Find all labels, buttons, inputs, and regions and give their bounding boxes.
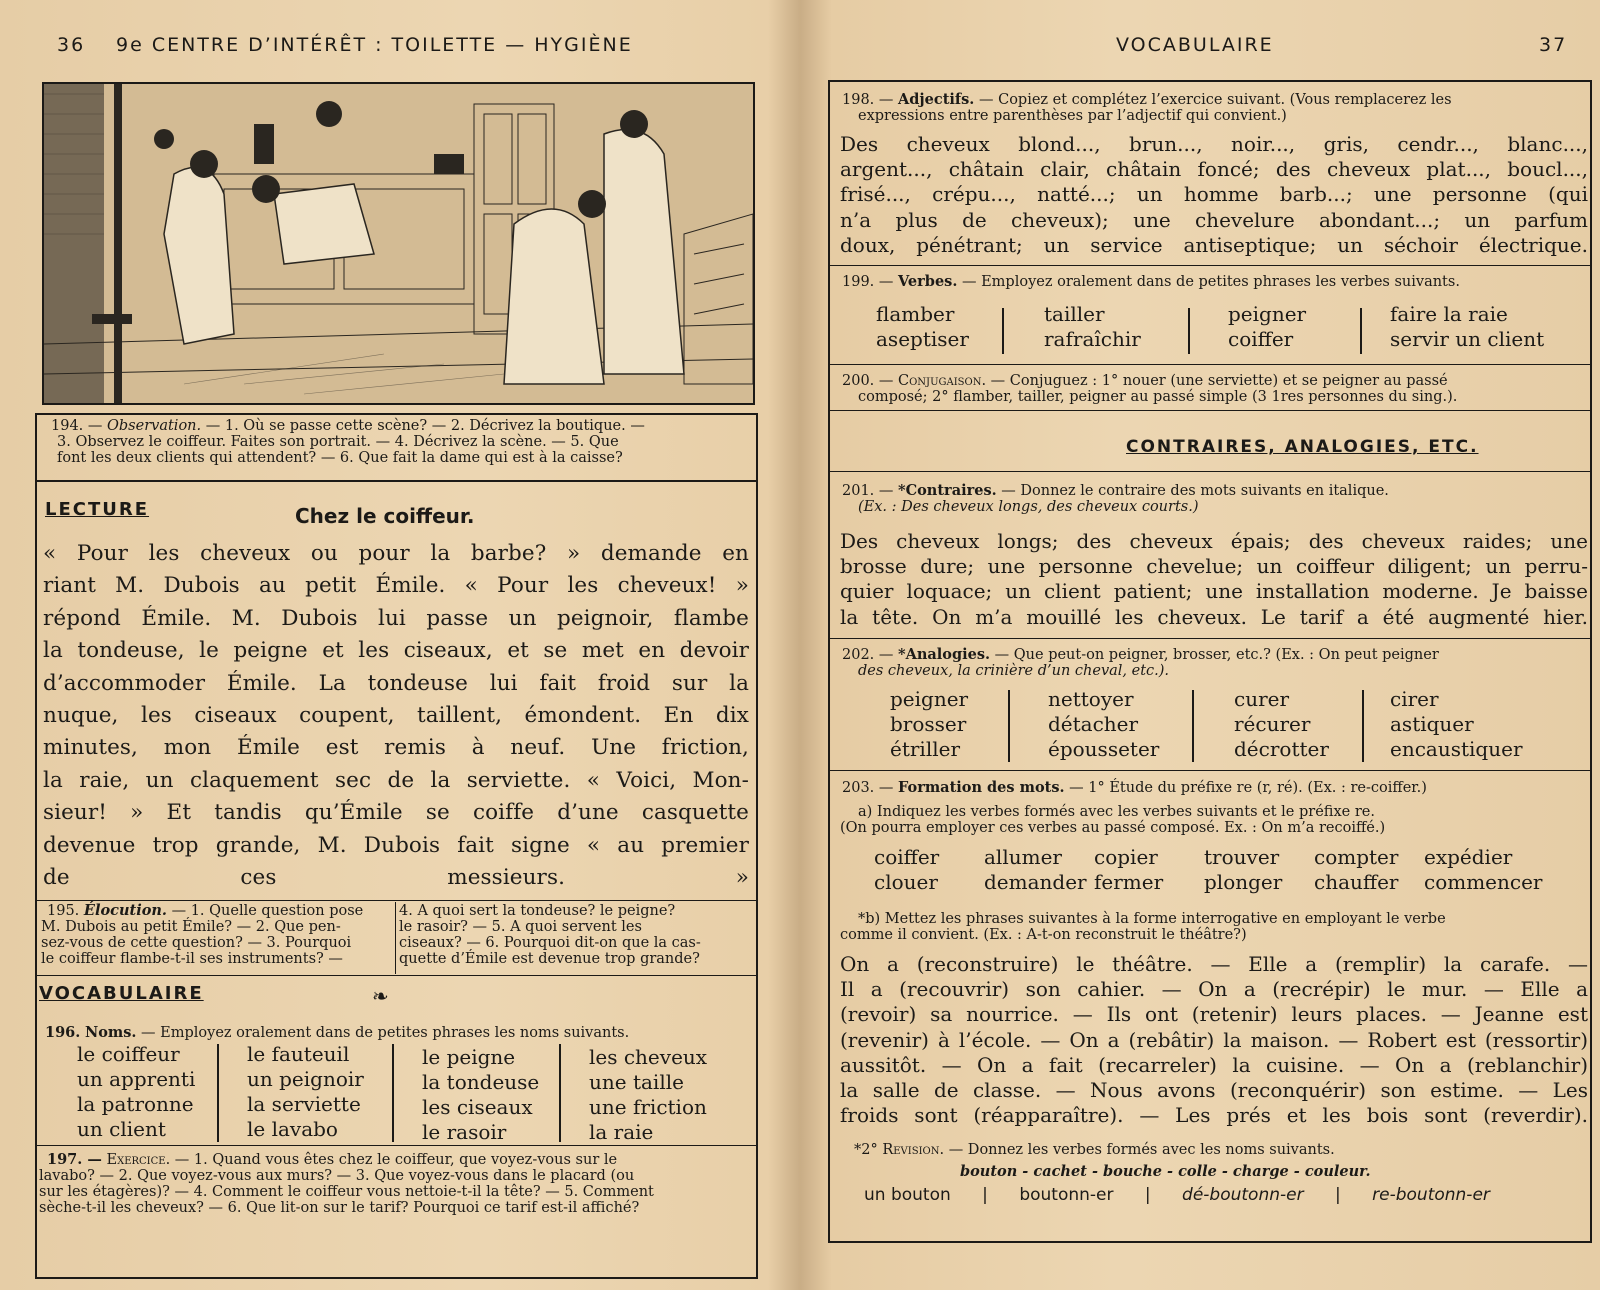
ex202-col-3 [1234, 687, 1329, 762]
ex199-title: Verbes. [898, 273, 958, 290]
text-line: riant M. Dubois au petit Émile. « Pour les cheveux! » [43, 573, 749, 599]
ex201-title: *Contraires. [898, 482, 997, 499]
ex198-title: Adjectifs. [898, 91, 975, 108]
ex196-col-2 [247, 1042, 364, 1142]
list-item: allumer [984, 845, 1062, 869]
list-item: récurer [1234, 712, 1311, 736]
ex202-col-1 [890, 687, 968, 762]
list-item: plonger [1204, 870, 1283, 894]
list-item: astiquer [1390, 712, 1474, 736]
ex203a-line1: a) Indiquez les verbes formés avec les verbes suivants et le préfixe re. [858, 804, 1375, 820]
list-item: une friction [589, 1095, 707, 1119]
section-title: CONTRAIRES, ANALOGIES, ETC. [1126, 437, 1479, 457]
ex195-right-line2: le rasoir? — 5. A quoi servent les [399, 919, 642, 935]
ex195-left-line2: M. Dubois au petit Émile? — 2. Que pen- [41, 919, 341, 935]
ex203b-line1: *b) Mettez les phrases suivantes à la forme interrogative en employant le verbe [858, 911, 1446, 927]
ex203b-line2: comme il convient. (Ex. : A-t-on reconstruit le théâtre?) [840, 927, 1247, 943]
text-line: répond Émile. M. Dubois lui passe un peignoir, flambe [43, 605, 749, 631]
text-line: argent..., châtain clair, châtain foncé; des cheveux plat..., boucl..., [840, 157, 1588, 182]
ex201-text [840, 529, 1588, 630]
text-line: Il a (recouvrir) son cahier. — On a (recrépir) le mur. — Elle a [840, 977, 1588, 1002]
text-line: Des cheveux blond..., brun..., noir..., gris, cendr..., blanc..., [840, 132, 1588, 156]
ex194-title: Observation. [107, 418, 202, 434]
divider [37, 975, 756, 976]
list-item: le coiffeur [77, 1042, 180, 1066]
text-line: nuque, les ciseaux coupent, taillent, émondent. En dix [43, 703, 749, 729]
column-divider [559, 1044, 561, 1142]
text-line: quier loquace; un client patient; une installation moderne. Je baisse [840, 579, 1588, 604]
divider [830, 770, 1590, 771]
divider [37, 900, 756, 901]
list-item: demander [984, 870, 1087, 894]
column-divider [1360, 308, 1362, 354]
list-item: fermer [1094, 870, 1164, 894]
ex196-header: 196. Noms. — Employez oralement dans de petites phrases les noms suivants. [45, 1024, 630, 1041]
list-item: un apprenti [77, 1067, 196, 1091]
ex197-line3: sur les étagères)? — 4. Comment le coiffeur vous nettoie-t-il la tête? — 5. Comment [39, 1184, 654, 1200]
text-line: frisé..., crépu..., natté...; un homme barb...; une personne (qui [840, 182, 1588, 207]
text-line: froids sont (réapparaître). — Les prés et les bois sont (reverdir). [840, 1103, 1588, 1128]
list-item: encaustiquer [1390, 737, 1523, 761]
list-item: clouer [874, 870, 938, 894]
text-line: brosse dure; une personne chevelue; un coiffeur diligent; un perru- [840, 554, 1588, 579]
barbershop-illustration [42, 82, 755, 405]
list-item: coiffer [874, 845, 940, 869]
ex199-col-3 [1228, 302, 1306, 352]
ex194-line2: 3. Observez le coiffeur. Faites son portrait. — 4. Décrivez la scène. — 5. Que [57, 434, 619, 450]
list-item: servir un client [1390, 327, 1545, 351]
ex203a-row2 [874, 870, 1543, 894]
ornament: ❧ [372, 984, 389, 1008]
column-divider [392, 1044, 394, 1142]
ex198-line1: 198. — Adjectifs. — Copiez et complétez l’exercice suivant. (Vous remplacerez les [842, 91, 1452, 108]
list-item: étriller [890, 737, 961, 761]
ex196-col-1 [77, 1042, 195, 1142]
text-line: Des cheveux longs; des cheveux épais; des cheveux raides; une [840, 529, 1588, 553]
column-divider [1002, 308, 1004, 354]
list-item: chauffer [1314, 870, 1399, 894]
column-divider [1192, 690, 1194, 762]
revision-example: un bouton | boutonn-er | dé-boutonn-er | re-boutonn-er [864, 1185, 1490, 1205]
divider [830, 265, 1590, 266]
text-line: minutes, mon Émile est remis à neuf. Une friction, [43, 735, 749, 761]
ex195-right-line3: ciseaux? — 6. Pourquoi dit-on que la cas- [399, 935, 701, 951]
divider [37, 1145, 756, 1146]
list-item: peigner [1228, 302, 1307, 326]
lecture-box [35, 482, 758, 1279]
list-item: compter [1314, 845, 1399, 869]
list-item: les cheveux [589, 1045, 708, 1069]
text-line: n’a plus de cheveux); une chevelure abondant...; un parfum [840, 207, 1588, 232]
ex195-right-line4: quette d’Émile est devenue trop grande? [399, 951, 700, 967]
lecture-title: Chez le coiffeur. [295, 504, 475, 528]
right-header: VOCABULAIRE [1116, 34, 1274, 56]
text-line: la raie, un claquement sec de la serviette. « Voici, Mon- [43, 767, 749, 793]
ex196-col-4 [589, 1045, 707, 1145]
text-line: (revoir) sa nourrice. — Ils ont (retenir) leurs places. — Jeanne est [840, 1002, 1588, 1027]
ex195-left-line1: 195. Élocution. — 1. Quelle question pose [47, 902, 364, 919]
ex196-col-3 [422, 1045, 539, 1145]
list-item: les ciseaux [422, 1095, 533, 1119]
example-prefix-re: re-boutonn-er [1372, 1185, 1490, 1205]
list-item: la tondeuse [422, 1070, 540, 1094]
ex199-col-2 [1044, 302, 1141, 352]
text-line: sieur! » Et tandis qu’Émile se coiffe d’une casquette [43, 800, 749, 826]
list-item: brosser [890, 712, 967, 736]
ex202-line1: 202. — *Analogies. — Que peut-on peigner, brosser, etc.? (Ex. : On peut peigner [842, 646, 1439, 663]
ex198-line2: expressions entre parenthèses par l’adjectif qui convient.) [858, 108, 1287, 124]
ex195-right-line1: 4. A quoi sert la tondeuse? le peigne? [399, 903, 676, 919]
ex198-text [840, 132, 1588, 258]
exercise-194-box [35, 413, 758, 482]
ex194-line1: 194. — Observation. — 1. Où se passe cette scène? — 2. Décrivez la boutique. — [51, 418, 645, 434]
text-line: « Pour les cheveux ou pour la barbe? » demande en [43, 541, 749, 566]
column-divider [1188, 308, 1190, 354]
list-item: une taille [589, 1070, 684, 1094]
right-page [806, 0, 1600, 1290]
ex195-title: Élocution. [83, 902, 167, 919]
list-item: cirer [1390, 687, 1439, 711]
barbershop-drawing [44, 84, 753, 403]
list-item: rafraîchir [1044, 327, 1141, 351]
ex203a-line2: (On pourra employer ces verbes au passé composé. Ex. : On m’a recoiffé.) [840, 820, 1386, 836]
list-item: faire la raie [1390, 302, 1508, 326]
ex197-line2: lavabo? — 2. Que voyez-vous aux murs? — 3. Que voyez-vous dans le placard (ou [39, 1168, 635, 1184]
ex203-title: Formation des mots. [898, 779, 1065, 796]
ex202-col-4 [1390, 687, 1523, 762]
ex202-title: *Analogies. [898, 646, 991, 663]
list-item: expédier [1424, 845, 1513, 869]
list-item: trouver [1204, 845, 1280, 869]
vocabulary-label: VOCABULAIRE [39, 983, 204, 1004]
revision-title: *2° Revision. [854, 1142, 945, 1158]
list-item: un peignoir [247, 1067, 364, 1091]
example-prefix-de: dé-boutonn-er [1182, 1185, 1304, 1205]
ex197-line1: 197. — Exercice. — 1. Quand vous êtes chez le coiffeur, que voyez-vous sur le [47, 1151, 618, 1168]
page-number-left: 36 [57, 34, 86, 56]
list-item: flamber [876, 302, 955, 326]
column-divider [1362, 690, 1364, 762]
ex199-col-4 [1390, 302, 1544, 352]
text-line: devenue trop grande, M. Dubois fait signe « au premier [43, 832, 749, 858]
ex194-line3: font les deux clients qui attendent? — 6. Que fait la dame qui est à la caisse? [57, 450, 623, 466]
text-line: doux, pénétrant; un service antiseptique; un séchoir électrique. [840, 232, 1588, 257]
column-divider [395, 902, 396, 974]
list-item: épousseter [1048, 737, 1160, 761]
left-header: 9e CENTRE D’INTÉRÊT : TOILETTE — HYGIÈNE [116, 34, 633, 56]
ex199-header: 199. — Verbes. — Employez oralement dans de petites phrases les verbes suivants. [842, 273, 1460, 290]
ex200-line2: composé; 2° flamber, tailler, peigner au passé simple (3 1res personnes du sing.). [858, 389, 1458, 405]
list-item: coiffer [1228, 327, 1294, 351]
ex195-left-line3: sez-vous de cette question? — 3. Pourquoi [41, 935, 352, 951]
column-divider [217, 1044, 219, 1142]
revision-words: bouton - cachet - bouche - colle - charge - couleur. [960, 1163, 1371, 1180]
ex201-line1: 201. — *Contraires. — Donnez le contraire des mots suivants en italique. [842, 482, 1389, 499]
ex203b-text [840, 952, 1588, 1128]
divider [830, 638, 1590, 639]
ex202-col-2 [1048, 687, 1159, 762]
column-divider [1008, 690, 1010, 762]
text-line: la tondeuse, le peigne et les ciseaux, et se met en devoir [43, 638, 749, 664]
list-item: détacher [1048, 712, 1139, 736]
lecture-label: LECTURE [45, 499, 150, 520]
list-item: le rasoir [422, 1120, 507, 1144]
ex200-line1: 200. — Conjugaison. — Conjuguez : 1° nouer (une serviette) et se peigner au passé [842, 373, 1448, 389]
list-item: le fauteuil [247, 1042, 350, 1066]
divider [830, 364, 1590, 365]
list-item: la serviette [247, 1092, 361, 1116]
text-line: d’accommoder Émile. La tondeuse lui fait froid sur la [43, 670, 749, 696]
ex203a-row1 [874, 845, 1534, 869]
ex199-col-1 [876, 302, 969, 352]
ex200-title: Conjugaison. [898, 373, 987, 389]
vocabulary-box [828, 80, 1592, 1243]
divider [830, 471, 1590, 472]
ex202-line2: des cheveux, la crinière d’un cheval, etc.). [858, 663, 1170, 679]
example-verb: boutonn-er [1019, 1185, 1114, 1205]
text-line: la tête. On m’a mouillé les cheveux. Le tarif a été augmenté hier. [840, 604, 1588, 629]
text-line: On a (reconstruire) le théâtre. — Elle a (remplir) la carafe. — [840, 952, 1588, 976]
list-item: copier [1094, 845, 1158, 869]
list-item: décrotter [1234, 737, 1329, 761]
list-item: peigner [890, 687, 969, 711]
example-noun: un bouton [864, 1185, 951, 1205]
list-item: la patronne [77, 1092, 194, 1116]
text-line: (revenir) à l’école. — On a (rebâtir) la maison. — Robert est (ressortir) [840, 1027, 1588, 1052]
divider [830, 410, 1590, 411]
ex201-line2: (Ex. : Des cheveux longs, des cheveux courts.) [858, 499, 1199, 515]
revision-line: *2° Revision. — Donnez les verbes formés avec les noms suivants. [854, 1142, 1335, 1158]
page-number-right: 37 [1539, 34, 1568, 56]
ex195-left-line4: le coiffeur flambe-t-il ses instruments? — [41, 951, 343, 967]
list-item: curer [1234, 687, 1290, 711]
text-line: de ces messieurs. » [43, 865, 749, 891]
list-item: la raie [589, 1120, 654, 1144]
lecture-text [43, 538, 749, 894]
list-item: le lavabo [247, 1117, 338, 1141]
list-item: aseptiser [876, 327, 969, 351]
ex197-title: Exercice. [106, 1152, 171, 1168]
ex203-header: 203. — Formation des mots. — 1° Étude du préfixe re (r, ré). (Ex. : re-coiffer.) [842, 779, 1427, 796]
list-item: le peigne [422, 1045, 516, 1069]
text-line: aussitôt. — On a fait (recarreler) la cuisine. — On a (reblanchir) [840, 1052, 1588, 1077]
text-line: la salle de classe. — Nous avons (reconquérir) son estime. — Les [840, 1078, 1588, 1103]
list-item: un client [77, 1117, 166, 1141]
list-item: commencer [1424, 870, 1543, 894]
ex196-title: Noms. [84, 1024, 137, 1041]
list-item: nettoyer [1048, 687, 1134, 711]
list-item: tailler [1044, 302, 1105, 326]
ex197-line4: sèche-t-il les cheveux? — 6. Que lit-on sur le tarif? Pourquoi ce tarif est-il affiché? [39, 1200, 640, 1216]
